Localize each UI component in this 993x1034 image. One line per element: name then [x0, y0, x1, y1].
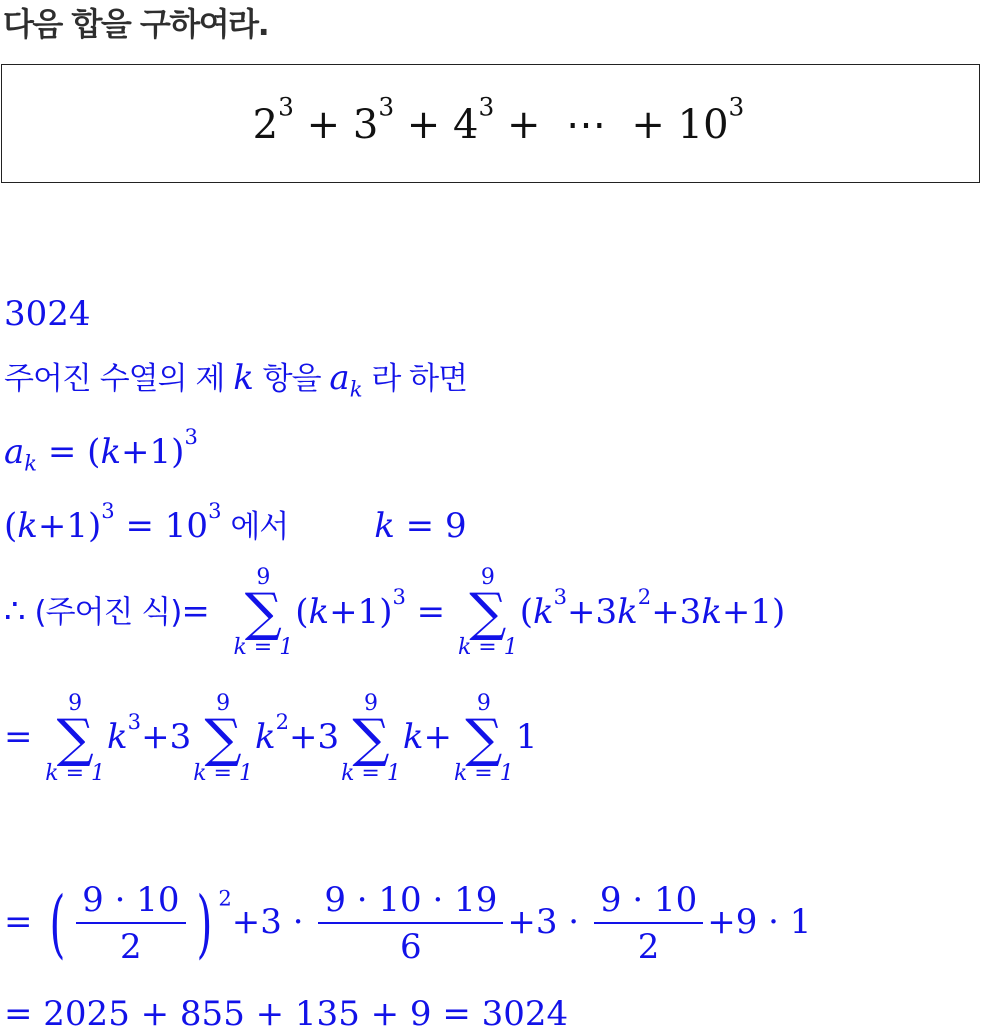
sum-upper-limit: 9 — [476, 691, 491, 716]
question-title: 다음 합을 구하여라. — [3, 5, 269, 43]
fraction-denominator: 6 — [400, 927, 422, 967]
paren-close: ) — [88, 506, 102, 546]
var-k: k — [17, 506, 38, 546]
sigma-icon: ∑ — [469, 583, 507, 643]
plus-one: +1 — [121, 432, 172, 472]
solution-line-6 — [4, 880, 811, 968]
term-base: 2 — [252, 102, 279, 148]
exponent: 3 — [127, 709, 142, 735]
var-k: k — [402, 717, 424, 757]
equals-sign: = — [394, 506, 445, 546]
equals-sign: = — [181, 591, 221, 632]
term-base: 4 — [453, 102, 479, 148]
sum-upper-limit: 9 — [363, 691, 378, 716]
coefficient: +3 — [567, 591, 618, 632]
plus-sign: + — [394, 102, 454, 148]
fraction — [76, 880, 185, 968]
plus-one: +1 — [37, 506, 88, 546]
one: 1 — [515, 717, 538, 757]
equals-sign: = — [114, 506, 165, 546]
var-k: k — [100, 432, 122, 472]
coefficient: +3 · — [507, 902, 590, 942]
var-a: a — [4, 432, 25, 472]
exponent: 3 — [208, 498, 222, 524]
summation — [233, 566, 293, 660]
equals-sign: = — [405, 591, 456, 632]
solution-text: 에서 — [221, 509, 289, 545]
solution-text: 주어진 수열의 제 — [4, 361, 234, 397]
var-k: k — [617, 591, 638, 632]
final-term: +9 · 1 — [707, 902, 812, 942]
fraction-denominator: 2 — [637, 927, 660, 967]
summation — [193, 692, 253, 786]
solution-line-1 — [4, 358, 468, 402]
coefficient: +3 — [651, 591, 702, 632]
sum-lower-limit: k = 1 — [453, 761, 514, 786]
equals-sign: = — [37, 432, 88, 472]
sum-upper-limit: 9 — [68, 691, 83, 716]
exponent: 2 — [637, 583, 652, 609]
ellipsis: ⋯ — [565, 102, 606, 148]
plus-one: +1 — [329, 591, 380, 632]
exponent: 3 — [392, 583, 406, 609]
big-paren-close: ) — [195, 881, 212, 967]
var-k: k — [233, 358, 254, 398]
paren-open: ( — [295, 591, 309, 632]
paren-open: ( — [87, 432, 101, 472]
exponent: 3 — [184, 424, 198, 450]
sum-lower-limit: k = 1 — [457, 635, 518, 660]
var-k: k — [254, 717, 276, 757]
fraction-numerator: 9 · 10 — [76, 880, 185, 924]
equals-sign: = — [4, 902, 44, 942]
big-paren-open: ( — [49, 881, 66, 967]
fraction-numerator: 9 · 10 · 19 — [318, 880, 503, 924]
var-k: k — [308, 591, 330, 632]
var-k: k — [701, 591, 722, 632]
var-k: k — [107, 717, 128, 757]
plus-sign: + — [293, 102, 353, 148]
paren-close: ) — [772, 591, 786, 632]
term-base: 10 — [677, 102, 729, 148]
solution-line-3 — [4, 498, 467, 547]
solution-text: 라 하면 — [362, 361, 468, 397]
solution-line-4 — [4, 566, 785, 660]
answer: 3024 — [4, 294, 91, 334]
sigma-icon: ∑ — [204, 709, 242, 769]
summation — [45, 692, 105, 786]
paren-close: ) — [379, 591, 393, 632]
exponent: 2 — [218, 885, 232, 911]
subscript-k: k — [349, 376, 363, 402]
sigma-icon: ∑ — [244, 583, 282, 643]
sigma-icon: ∑ — [465, 709, 503, 769]
var-k: k — [533, 591, 554, 632]
equals-sign: = — [4, 717, 44, 757]
therefore-symbol: ∴ — [4, 591, 26, 632]
summation — [454, 692, 514, 786]
term-exponent: 3 — [478, 92, 495, 122]
ten: 10 — [164, 506, 209, 546]
plus-one: +1 — [721, 591, 773, 632]
sigma-icon: ∑ — [56, 709, 94, 769]
sum-lower-limit: k = 1 — [341, 761, 401, 786]
paren-open: ( — [519, 591, 533, 632]
paren-close: ) — [171, 432, 185, 472]
fraction-denominator: 2 — [120, 927, 142, 967]
nine: 9 — [444, 506, 467, 546]
exponent: 2 — [275, 709, 289, 735]
coefficient: +3 — [141, 717, 192, 757]
solution-text: (주어진 식) — [25, 594, 182, 631]
sum-lower-limit: k = 1 — [233, 635, 294, 660]
solution-line-7: = 2025 + 855 + 135 + 9 = 3024 — [4, 994, 569, 1034]
sum-lower-limit: k = 1 — [45, 761, 106, 786]
solution-line-2 — [4, 424, 198, 476]
plus-sign: + — [494, 102, 566, 148]
sigma-icon: ∑ — [352, 709, 390, 769]
summation — [341, 692, 401, 786]
plus-sign: + — [423, 717, 452, 757]
paren-open: ( — [4, 506, 18, 546]
sum-upper-limit: 9 — [216, 691, 231, 716]
summation — [458, 566, 518, 660]
coefficient: +3 — [288, 717, 340, 757]
sum-lower-limit: k = 1 — [193, 761, 253, 786]
coefficient: +3 · — [231, 902, 315, 942]
term-base: 3 — [352, 102, 379, 148]
sum-upper-limit: 9 — [256, 565, 271, 590]
fraction — [594, 880, 703, 968]
solution-line-5 — [4, 692, 537, 786]
term-exponent: 3 — [728, 92, 745, 122]
fraction-numerator: 9 · 10 — [594, 880, 703, 924]
var-a: a — [329, 358, 350, 398]
fraction — [318, 880, 503, 968]
var-k: k — [374, 506, 395, 546]
exponent: 3 — [101, 498, 115, 524]
exponent: 3 — [553, 583, 568, 609]
subscript-k: k — [24, 450, 38, 476]
plus-sign: + — [605, 102, 678, 148]
term-exponent: 3 — [278, 92, 294, 122]
problem-expression — [0, 92, 993, 150]
sum-upper-limit: 9 — [480, 565, 495, 590]
term-exponent: 3 — [378, 92, 395, 122]
solution-text: 항을 — [253, 361, 330, 397]
